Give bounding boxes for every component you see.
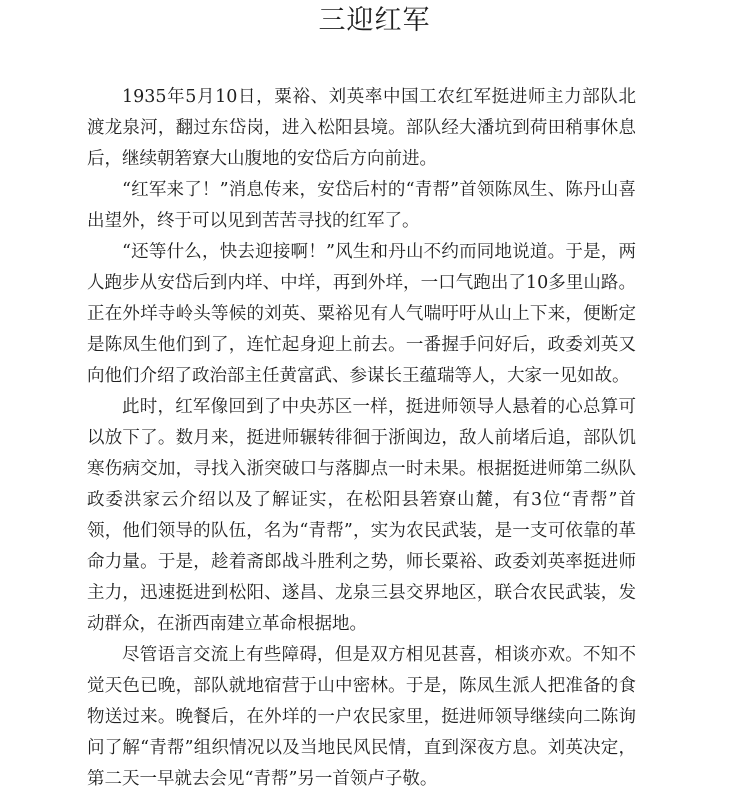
paragraph-2: “红军来了！”消息传来，安岱后村的“青帮”首领陈凤生、陈丹山喜出望外，终于可以见到苦苦寻找的红军了。 xyxy=(87,180,636,231)
paragraph-3: “还等什么，快去迎接啊！”风生和丹山不约而同地说道。于是，两人跑步从安岱后到内垟、中垟，再到外垟，一口气跑出了10多里山路。正在外垟寺岭头等候的刘英、粟裕见有人气喘吁吁从山上下来，便断定是陈凤生他们到了，连忙起身迎上前去。一番握手问好后，政委刘英又向他们介绍了政治部主任黄富武、参谋长王蕴瑞等人，大家一见如故。 xyxy=(87,242,636,386)
paragraph-4: 此时，红军像回到了中央苏区一样，挺进师领导人悬着的心总算可以放下了。数月来，挺进师辗转徘徊于浙闽边，敌人前堵后追，部队饥寒伤病交加，寻找入浙突破口与落脚点一时未果。根据挺进师第二纵队政委洪家云介绍以及了解证实，在松阳县箬寮山麓，有3位“青帮”首领，他们领导的队伍，名为“青帮”，实为农民武装，是一支可依靠的革命力量。于是，趁着斋郎战斗胜利之势，师长粟裕、政委刘英率挺进师主力，迅速挺进到松阳、遂昌、龙泉三县交界地区，联合农民武装，发动群众，在浙西南建立革命根据地。 xyxy=(87,397,636,634)
paragraph-5: 尽管语言交流上有些障碍，但是双方相见甚喜，相谈亦欢。不知不觉天色已晚，部队就地宿营于山中密林。于是，陈凤生派人把准备的食物送过来。晚餐后，在外垟的一户农民家里，挺进师领导继续向二陈询问了解“青帮”组织情况以及当地民风民情，直到深夜方息。刘英决定，第二天一早就去会见“青帮”另一首领卢子敬。 xyxy=(87,645,636,789)
paragraph-1: 1935年5月10日，粟裕、刘英率中国工农红军挺进师主力部队北渡龙泉河，翻过东岱岗，进入松阳县境。部队经大潘坑到荷田稍事休息后，继续朝箬寮大山腹地的安岱后方向前进。 xyxy=(87,87,636,169)
page-title: 三迎红军 xyxy=(318,5,431,36)
article-body xyxy=(87,82,636,795)
